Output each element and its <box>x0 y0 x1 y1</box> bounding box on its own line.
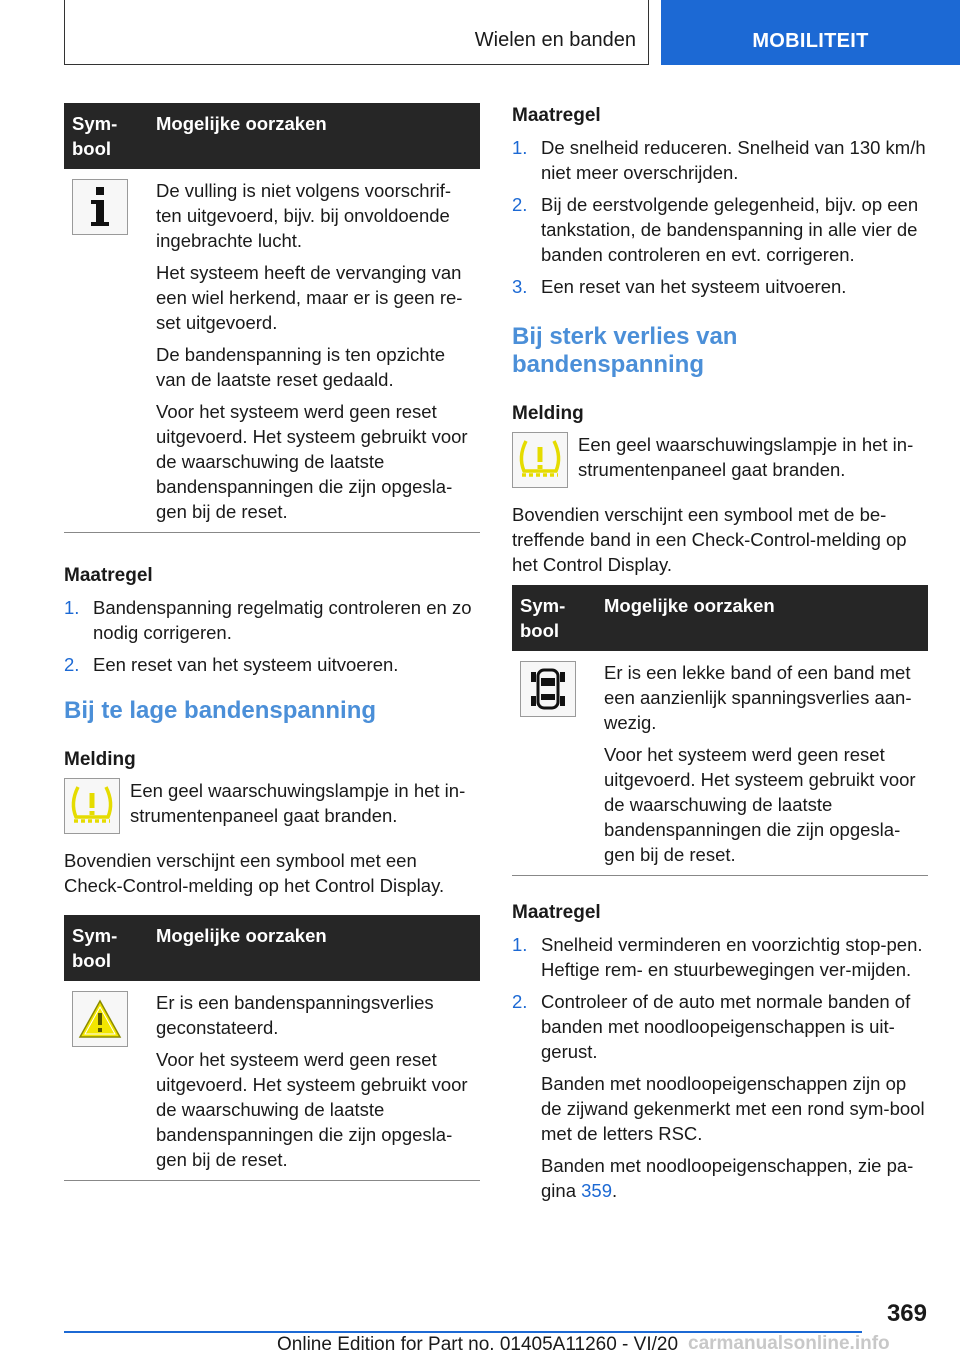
col-header-causes: Mogelijke oorzaken <box>604 595 775 616</box>
step-text: Controleer of de auto met normale banden of banden met noodloopeigenschappen is uit-gerust. <box>541 991 911 1062</box>
step-text: De snelheid reduceren. Snelheid van 130 km/h niet meer overschrijden. <box>541 137 926 183</box>
step-text: Snelheid verminderen en voorzichtig stop-pen. Heftige rem- en stuurbewegingen ver-mijden. <box>541 934 923 980</box>
col-header-causes: Mogelijke oorzaken <box>156 925 327 946</box>
section-header-box <box>64 0 649 65</box>
measure-steps <box>64 595 480 677</box>
message-text: Een geel waarschuwingslampje in het in-strumentenpaneel gaat branden. <box>130 780 466 826</box>
measure-steps <box>512 932 928 1203</box>
list-item <box>512 932 928 982</box>
message-heading: Melding <box>64 749 136 770</box>
detail-suffix: . <box>612 1180 618 1201</box>
detail-prefix: Banden met noodloopeigenschappen, zie pa-gina <box>541 1155 914 1201</box>
after-text: Bovendien verschijnt een symbool met de be-treffende band in een Check-Control-melding op het Control Display. <box>512 504 907 575</box>
step-number: 1. <box>512 137 528 158</box>
info-icon <box>72 179 128 235</box>
step-number: 3. <box>512 276 528 297</box>
measure-block-1 <box>64 563 480 677</box>
chapter-tab[interactable] <box>661 0 960 65</box>
symbol-table-2 <box>64 915 480 1181</box>
watermark: carmanualsonline.info <box>688 1333 890 1354</box>
cause-text: Er is een bandenspanningsverlies geconstateerd. <box>156 992 434 1038</box>
chapter-title: MOBILITEIT <box>752 30 869 52</box>
message-row <box>512 432 928 488</box>
section-title: Wielen en banden <box>474 29 636 51</box>
step-text: Een reset van het systeem uitvoeren. <box>93 654 399 675</box>
edition-text: Online Edition for Part no. 01405A11260 - VI/20 <box>277 1334 679 1355</box>
page-link[interactable]: 359 <box>581 1180 612 1201</box>
message-heading: Melding <box>512 403 584 424</box>
tire-pressure-warning-icon <box>64 778 120 834</box>
col-symbol-line2: bool <box>72 950 112 971</box>
car-tire-icon <box>520 661 576 717</box>
symbol-table-1 <box>64 103 480 533</box>
table-header-row <box>512 585 928 651</box>
col-symbol-line1: Sym- <box>72 925 118 946</box>
col-symbol-line1: Sym- <box>72 113 118 134</box>
symbol-cell <box>64 981 148 1181</box>
list-item <box>512 135 928 185</box>
cause-text: Voor het systeem werd geen reset uitgevoerd. Het systeem gebruikt voor de waarschuwing de laatste bandenspanningen die zijn opgesla-gen bij de reset. <box>156 401 468 522</box>
col-header-symbol <box>64 103 148 169</box>
step-number: 2. <box>512 991 528 1012</box>
table-header-row <box>64 103 480 169</box>
step-number: 1. <box>512 934 528 955</box>
cause-text: Het systeem heeft de vervanging van een wiel herkend, maar er is geen re-set uitgevoerd. <box>156 262 463 333</box>
col-header-causes: Mogelijke oorzaken <box>156 113 327 134</box>
measure-heading: Maatregel <box>512 105 601 126</box>
measure-steps <box>512 135 928 299</box>
col-symbol-line2: bool <box>72 138 112 159</box>
table-row <box>64 169 480 533</box>
step-detail <box>541 1153 928 1203</box>
cause-text: Voor het systeem werd geen reset uitgevoerd. Het systeem gebruikt voor de waarschuwing de laatste bandenspanningen die zijn opgesla-gen bij de reset. <box>604 744 916 865</box>
tire-pressure-warning-icon <box>512 432 568 488</box>
cause-text: Voor het systeem werd geen reset uitgevoerd. Het systeem gebruikt voor de waarschuwing de laatste bandenspanningen die zijn opgesla-gen bij de reset. <box>156 1049 468 1170</box>
step-detail: Banden met noodloopeigenschappen zijn op de zijwand gekenmerkt met een rond sym-bool met de letters RSC. <box>541 1073 925 1144</box>
symbol-table-3 <box>512 585 928 876</box>
list-item <box>512 274 928 299</box>
step-number: 2. <box>512 194 528 215</box>
col-header-symbol <box>512 585 596 651</box>
right-column <box>512 103 928 1210</box>
step-text: Bij de eerstvolgende gelegenheid, bijv. op een tankstation, de bandenspanning in alle vier de banden controleren en evt. corrigeren. <box>541 194 919 265</box>
section-heading-low-pressure: Bij te lage bandenspanning <box>64 697 377 724</box>
list-item <box>64 595 480 645</box>
measure-heading: Maatregel <box>512 902 601 923</box>
cause-text: De bandenspanning is ten opzichte van de laatste reset gedaald. <box>156 344 446 390</box>
list-item <box>512 989 928 1203</box>
page-number: 369 <box>886 1300 927 1327</box>
causes-cell <box>148 981 480 1181</box>
cause-text: Er is een lekke band of een band met een aanzienlijk spanningsverlies aan-wezig. <box>604 662 912 733</box>
section-heading-high-loss: Bij sterk verlies van bandenspanning <box>512 323 738 378</box>
causes-cell <box>148 169 480 533</box>
step-text: Bandenspanning regelmatig controleren en zo nodig corrigeren. <box>93 597 472 643</box>
col-symbol-line1: Sym- <box>520 595 566 616</box>
step-number: 1. <box>64 597 80 618</box>
causes-cell <box>596 651 928 876</box>
measure-heading: Maatregel <box>64 565 153 586</box>
left-column <box>64 103 480 1181</box>
after-text: Bovendien verschijnt een symbool met een Check-Control-melding op het Control Display. <box>64 850 445 896</box>
message-text: Een geel waarschuwingslampje in het in-strumentenpaneel gaat branden. <box>578 434 914 480</box>
col-symbol-line2: bool <box>520 620 560 641</box>
step-number: 2. <box>64 654 80 675</box>
symbol-cell <box>512 651 596 876</box>
table-header-row <box>64 915 480 981</box>
list-item <box>64 652 480 677</box>
symbol-cell <box>64 169 148 533</box>
table-row <box>64 981 480 1181</box>
warning-triangle-icon <box>72 991 128 1047</box>
table-row <box>512 651 928 876</box>
cause-text: De vulling is niet volgens voorschrif-ten uitgevoerd, bijv. bij onvoldoende ingebrachte lucht. <box>156 180 452 251</box>
col-header-symbol <box>64 915 148 981</box>
step-text: Een reset van het systeem uitvoeren. <box>541 276 847 297</box>
message-row <box>64 778 480 834</box>
measure-block-2 <box>512 900 928 1203</box>
list-item <box>512 192 928 267</box>
